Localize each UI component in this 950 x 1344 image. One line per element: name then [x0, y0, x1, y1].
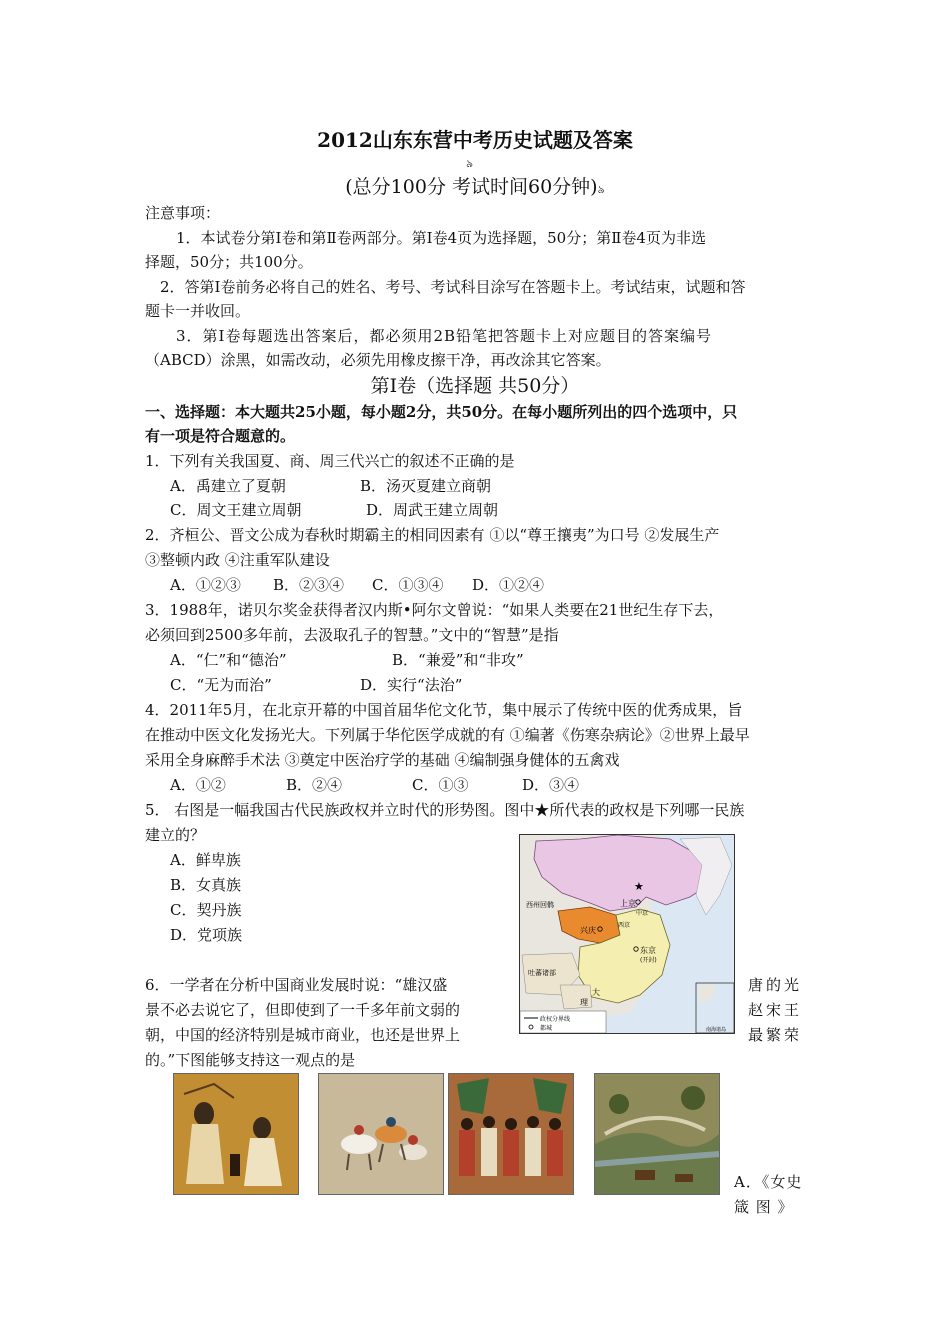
map-label-dali-1: 大	[592, 988, 600, 997]
deco-ornament: ৯	[466, 157, 474, 170]
song-liao-xixia-map	[519, 834, 735, 1034]
q6-stem-line-4: 的。”下图能够支持这一观点的是	[145, 1051, 356, 1069]
q3-option-c: C．“无为而治”	[170, 676, 272, 694]
q5-option-c: C．契丹族	[170, 901, 242, 919]
q2-option-a: A．①②③	[170, 576, 241, 594]
q3-option-b: B．“兼爱”和“非攻”	[392, 651, 524, 669]
q3-option-a: A．“仁”和“德治”	[170, 651, 287, 669]
q1-option-d: D．周武王建立周朝	[366, 501, 499, 519]
inset-label: 南海诸岛	[706, 1027, 727, 1033]
notice-2-line-1: 2．答第Ⅰ卷前务必将自己的姓名、考号、考试科目涂写在答题卡上。考试结束，试题和答	[160, 278, 746, 296]
section-heading: 第Ⅰ卷（选择题 共50分）	[370, 375, 580, 397]
q2-option-d: D．①②④	[472, 576, 545, 594]
notice-1-line-2: 择题，50分；共100分。	[145, 253, 313, 271]
q6-option-a-line-1: A．《女史	[734, 1173, 803, 1191]
star-icon: ★	[634, 880, 644, 893]
map-svg	[520, 835, 734, 1033]
notice-3-line-2: （ABCD）涂黑，如需改动，必须先用橡皮擦干净，再改涂其它答案。	[145, 351, 611, 369]
q2-option-c: C．①③④	[372, 576, 444, 594]
map-label-shangjing: 上京	[620, 899, 636, 908]
q4-option-a: A．①②	[170, 776, 226, 794]
notice-heading: 注意事项：	[145, 204, 221, 222]
map-label-dongjing: 东京	[640, 946, 656, 955]
legend-capital-label: 都城	[540, 1025, 553, 1032]
q2-stem-line-2: ③整顿内政 ④注重军队建设	[145, 551, 330, 569]
map-label-xingqing: 兴庆	[580, 926, 596, 935]
q6-option-a-line-2: 箴 图 》	[734, 1198, 794, 1216]
q3-stem-line-1: 3．1988年，诺贝尔奖金获得者汉内斯•阿尔文曾说：“如果人类要在21世纪生存下去，	[145, 601, 724, 619]
q1-option-b: B．汤灭夏建立商朝	[360, 477, 492, 495]
painting-2-image	[318, 1073, 444, 1195]
painting-4-image	[594, 1073, 720, 1195]
q4-stem-line-1: 4．2011年5月，在北京开幕的中国首届华佗文化节，集中展示了传统中医的优秀成果，旨	[145, 701, 743, 719]
q5-stem-line-1: 5． 右图是一幅我国古代民族政权并立时代的形势图。图中★所代表的政权是下列哪一民族	[145, 801, 745, 819]
q5-stem-line-2: 建立的？	[145, 826, 206, 844]
q5-option-d: D．党项族	[170, 926, 243, 944]
q6-stem-line-2-left: 景不必去说它了，但即使到了一千多年前文弱的	[145, 1001, 461, 1019]
q3-stem-line-2: 必须回到2500多年前，去汲取孔子的智慧。”文中的“智慧”是指	[145, 626, 559, 644]
map-label-xijing: 西京	[618, 922, 631, 929]
q4-option-d: D．③④	[522, 776, 580, 794]
exam-title: 2012山东东营中考历史试题及答案	[317, 128, 633, 152]
q5-option-b: B．女真族	[170, 876, 242, 894]
map-label-zhongjing: 中京	[636, 910, 649, 917]
q1-stem: 1．下列有关我国夏、商、周三代兴亡的叙述不正确的是	[145, 452, 515, 470]
painting-3-image	[448, 1073, 574, 1195]
notice-3-line-1: 3．第Ⅰ卷每题选出答案后，都必须用2B铅笔把答题卡上对应题目的答案编号	[176, 327, 713, 345]
map-label-tubo: 吐蕃诸部	[528, 969, 556, 977]
q6-stem-line-3-right: 最繁荣	[748, 1026, 803, 1044]
q4-stem-line-2: 在推动中医文化发扬光大。下列属于华佗医学成就的有 ①编著《伤寒杂病论》②世界上最早	[145, 726, 750, 744]
q2-option-b: B．②③④	[273, 576, 345, 594]
legend-border-label: 政权分界线	[540, 1016, 571, 1023]
map-label-dali-2: 理	[580, 998, 588, 1007]
q6-stem-line-1-right: 唐的光	[748, 976, 803, 994]
q1-option-c: C．周文王建立周朝	[170, 501, 302, 519]
instruction-line-1: 一、选择题：本大题共25小题，每小题2分，共50分。在每小题所列出的四个选项中，只	[145, 403, 738, 421]
q1-option-a: A．禹建立了夏朝	[170, 477, 286, 495]
q4-option-c: C．①③	[412, 776, 469, 794]
q6-stem-line-2-right: 赵宋王	[748, 1001, 803, 1019]
painting-1-image	[173, 1073, 299, 1195]
notice-1-line-1: 1．本试卷分第Ⅰ卷和第Ⅱ卷两部分。第Ⅰ卷4页为选择题，50分；第Ⅱ卷4页为非选	[176, 229, 706, 247]
q2-stem-line-1: 2．齐桓公、晋文公成为春秋时期霸主的相同因素有 ①以“尊王攘夷”为口号 ②发展生产	[145, 526, 720, 544]
q4-stem-line-3: 采用全身麻醉手术法 ③奠定中医治疗学的基础 ④编制强身健体的五禽戏	[145, 751, 620, 769]
q5-option-a: A．鲜卑族	[170, 851, 241, 869]
map-label-dongjing-sub: (开封)	[640, 957, 657, 964]
map-label-xizhou: 西州回鹘	[526, 901, 554, 909]
q6-stem-line-1-left: 6．一学者在分析中国商业发展时说：“雄汉盛	[145, 976, 448, 994]
notice-2-line-2: 题卡一并收回。	[145, 302, 251, 320]
exam-subtitle: (总分100分 考试时间60分钟)৯	[345, 176, 605, 198]
instruction-line-2: 有一项是符合题意的。	[145, 427, 296, 445]
q6-stem-line-3-left: 朝，中国的经济特别是城市商业，也还是世界上	[145, 1026, 461, 1044]
q4-option-b: B．②④	[286, 776, 343, 794]
q3-option-d: D．实行“法治”	[360, 676, 463, 694]
